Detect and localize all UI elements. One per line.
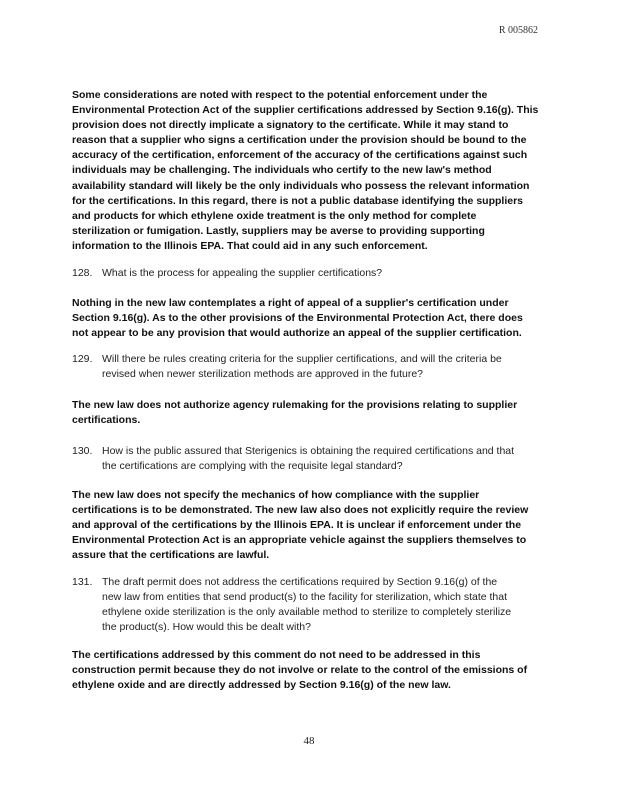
page-number: 48 (303, 735, 315, 747)
response-paragraph: Nothing in the new law contemplates a right of appeal of a supplier's certification under Section 9.16(g). As to the other provisions of the Environmental Protection Act, there does not appear to be any provision that would authorize an appeal of the supplier certification. (72, 297, 523, 340)
response-paragraph: The new law does not authorize agency rulemaking for the provisions relating to supplier certifications. (72, 399, 518, 427)
comment-text: Will there be rules creating criteria for the supplier certifications, and will the criteria be revised when newer sterilization methods are approved in the future? (102, 353, 502, 381)
comment-number: 130. (72, 445, 93, 457)
comment-item (72, 575, 548, 635)
comment-text: How is the public assured that Sterigenics is obtaining the required certifications and that the certifications are complying with the requisite legal standard? (102, 445, 515, 473)
comment-number: 128. (72, 267, 93, 279)
response-paragraph: Some considerations are noted with respect to the potential enforcement under the Environmental Protection Act of the supplier certifications addressed by Section 9.16(g). This provision does not directly implicate a signatory to the certificate. While it may stand to reason that a supplier who signs a certification under the provision should be bound to the accuracy of the certification, enforcement of the accuracy of the certifications against such individuals may be challenging. The individuals who certify to the new law's method availability standard will likely be the only individuals who possess the relevant information for the certifications. In this regard, there is not a public database identifying the suppliers and products for which ethylene oxide treatment is the only method for complete sterilization or fumigation. Lastly, suppliers may be averse to providing supporting information to the Illinois EPA. That could aid in any such enforcement. (72, 89, 539, 252)
comment-item (72, 352, 548, 382)
comment-number: 129. (72, 353, 93, 365)
response-paragraph: The new law does not specify the mechanics of how compliance with the supplier certifications is to be demonstrated. The new law also does not explicitly require the review and approval of the certifications by the Illinois EPA. It is unclear if enforcement under the Environmental Protection Act is an appropriate vehicle against the suppliers themselves to assure that the certifications are lawful. (72, 489, 529, 562)
comment-text: The draft permit does not address the certifications required by Section 9.16(g) of the new law from entities that send product(s) to the facility for sterilization, which state that ethylene oxide sterilization is the only available method to sterilize to completely sterilize the product(s). How would this be dealt with? (102, 576, 512, 634)
comment-text: What is the process for appealing the supplier certifications? (102, 267, 383, 279)
response-paragraph: The certifications addressed by this comment do not need to be addressed in this construction permit because they do not involve or relate to the control of the emissions of ethylene oxide and are directly addressed by Section 9.16(g) of the new law. (72, 649, 528, 692)
comment-item (72, 444, 548, 474)
document-id: R 005862 (498, 25, 538, 36)
comment-number: 131. (72, 576, 93, 588)
comment-item (72, 266, 548, 281)
